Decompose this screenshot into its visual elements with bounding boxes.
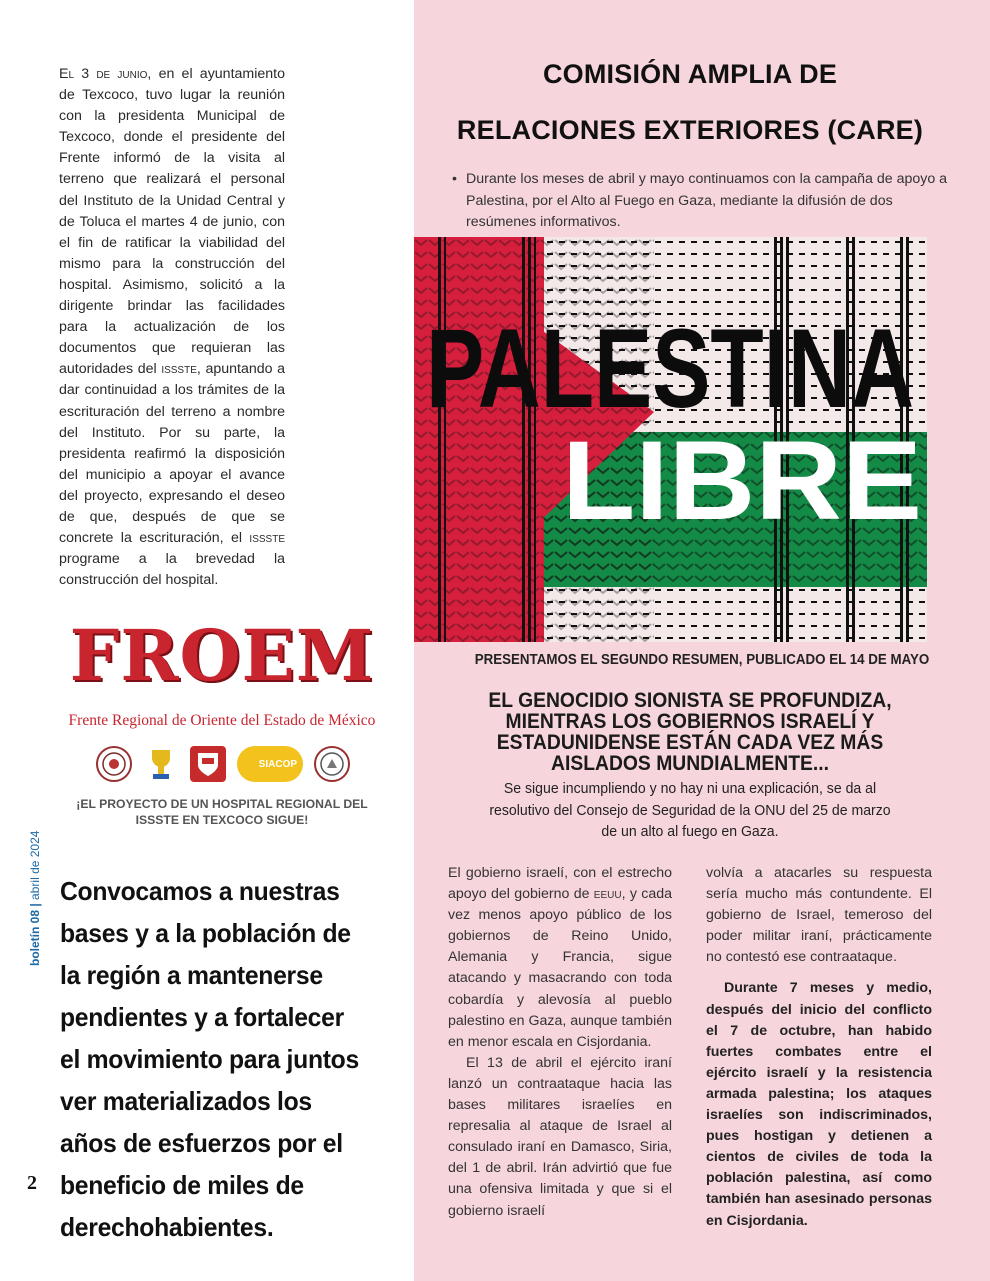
article-column-1: [448, 863, 672, 1222]
summary-lead: Se sigue incumpliendo y no hay ni una explicación, se da al resolutivo del Consejo de Seguridad de la ONU del 25 de marzo de un alto al fuego en Gaza.: [489, 780, 891, 840]
article-column-2: [706, 863, 932, 1232]
article-paragraph-3: volvía a atacarles su respuesta sería mucho más contundente. El gobierno de Israel, temeroso del poder militar iraní, prácticamente no contestó ese contraataque.: [706, 865, 932, 966]
page-number: 2: [27, 1172, 37, 1194]
poster-word-2: LIBRE: [562, 418, 922, 543]
hospital-report-paragraph: [59, 64, 285, 591]
issue-number: boletín 08: [28, 909, 42, 966]
poster-word-1: PALESTINA: [426, 306, 914, 431]
poster-graphic: [414, 237, 927, 642]
siacop-logo: [237, 746, 303, 782]
care-bullet: • Durante los meses de abril y mayo continuamos con la campaña de apoyo a Palestina, por el Alto al Fuego en Gaza, mediante la difusión de dos resúmenes informativos.: [452, 169, 948, 234]
partner-logos: [96, 744, 350, 784]
care-title-line-1: COMISIÓN AMPLIA DE: [542, 59, 838, 89]
article-paragraph-4: Durante 7 meses y medio, después del inicio del conflicto el 7 de octubre, han habido fuertes combates entre el ejército israelí y la resistencia armada palestina; los ataques israelíes son indiscriminados, pues hostigan y detienen a cientos de civiles de toda la población palestina, así como también han asesinado personas en Cisjordania.: [706, 980, 932, 1229]
article-p1-text-a: El gobierno israelí, con el estrecho apoyo del gobierno de: [448, 865, 672, 903]
shield-icon: [190, 746, 226, 782]
froem-logo: [66, 614, 378, 698]
paragraph-text-2: , apuntando a dar continuidad a los trámites de la escrituración del terreno a nombre del Instituto. Por su parte, la presidenta reafirmó la disposición del municipio a apoyar el avance del proyecto, expresando el deseo de que, después de que se concrete la escrituración, el: [59, 361, 286, 547]
summary-subhead: PRESENTAMOS EL SEGUNDO RESUMEN, PUBLICADO EL 14 DE MAYO: [474, 652, 930, 668]
siacop-label: SIACOP: [258, 758, 297, 770]
trophy-icon: [143, 746, 179, 782]
eeuu-abbrev: eeuu: [593, 886, 622, 903]
paragraph-text-3: programe a la brevedad la construcción del hospital.: [59, 551, 285, 589]
issue-separator: |: [28, 903, 42, 907]
palestina-libre-poster: [414, 237, 927, 642]
froem-logo-word: FROEM: [69, 614, 375, 697]
hospital-project-note: ¡EL PROYECTO DE UN HOSPITAL REGIONAL DEL ISSSTE EN TEXCOCO SIGUE!: [76, 797, 368, 827]
emblem-icon: [314, 746, 350, 782]
article-paragraph-1: [448, 863, 672, 1053]
care-title-line-2: RELACIONES EXTERIORES (CARE): [456, 115, 924, 145]
froem-subtitle: Frente Regional de Oriente del Estado de México: [68, 712, 376, 729]
issue-date: abril de 2024: [28, 830, 42, 900]
article-p1-text-b: , y cada vez menos apoyo público de los gobiernos de Reino Unido, Alemania y Francia, sigue atacando y masacrando con toda cobardía y alevosía al pueblo palestino en Gaza, aunque también en menor escala en Cisjordania.: [448, 886, 673, 1050]
seal-icon: [96, 746, 132, 782]
issue-label: [28, 826, 48, 966]
summary-headline: EL GENOCIDIO SIONISTA SE PROFUNDIZA, MIENTRAS LOS GOBIERNOS ISRAELÍ Y ESTADUNIDENSE ESTÁN CADA VEZ MÁS AISLADOS MUNDIALMENTE...: [488, 689, 892, 775]
care-title: [430, 46, 950, 158]
issste-abbrev-1: issste: [161, 361, 197, 378]
call-to-action: Convocamos a nuestras bases y a la población de la región a mantenerse pendientes y a fortalecer el movimiento para juntos ver materializados los años de esfuerzos por el beneficio de miles de derechohabientes.: [60, 876, 359, 1242]
paragraph-date: El 3 de junio: [59, 66, 148, 82]
article-paragraph-2: El 13 de abril el ejército iraní lanzó un contraataque hacia las bases militares israelíes en represalia al ataque de Israel al consulado iraní en Damasco, Siria, del 1 de abril. Irán advirtió que fue una ofensiva limitada y que si el gobierno israelí: [448, 1054, 672, 1219]
issste-abbrev-2: issste: [249, 530, 285, 547]
paragraph-text-1: , en el ayuntamiento de Texcoco, tuvo lugar la reunión con la presidenta Municipal de Texcoco, donde el presidente del Frente informó de la visita al terreno que realizará el personal del Instituto de la Unidad Central y de Toluca el martes 4 de junio, con el fin de ratificar la viabilidad del mismo para la construcción del hospital. Asimismo, solicitó a la dirigente brindar las facilidades para la actualización de los documentos que requieran las autoridades del: [59, 66, 285, 378]
